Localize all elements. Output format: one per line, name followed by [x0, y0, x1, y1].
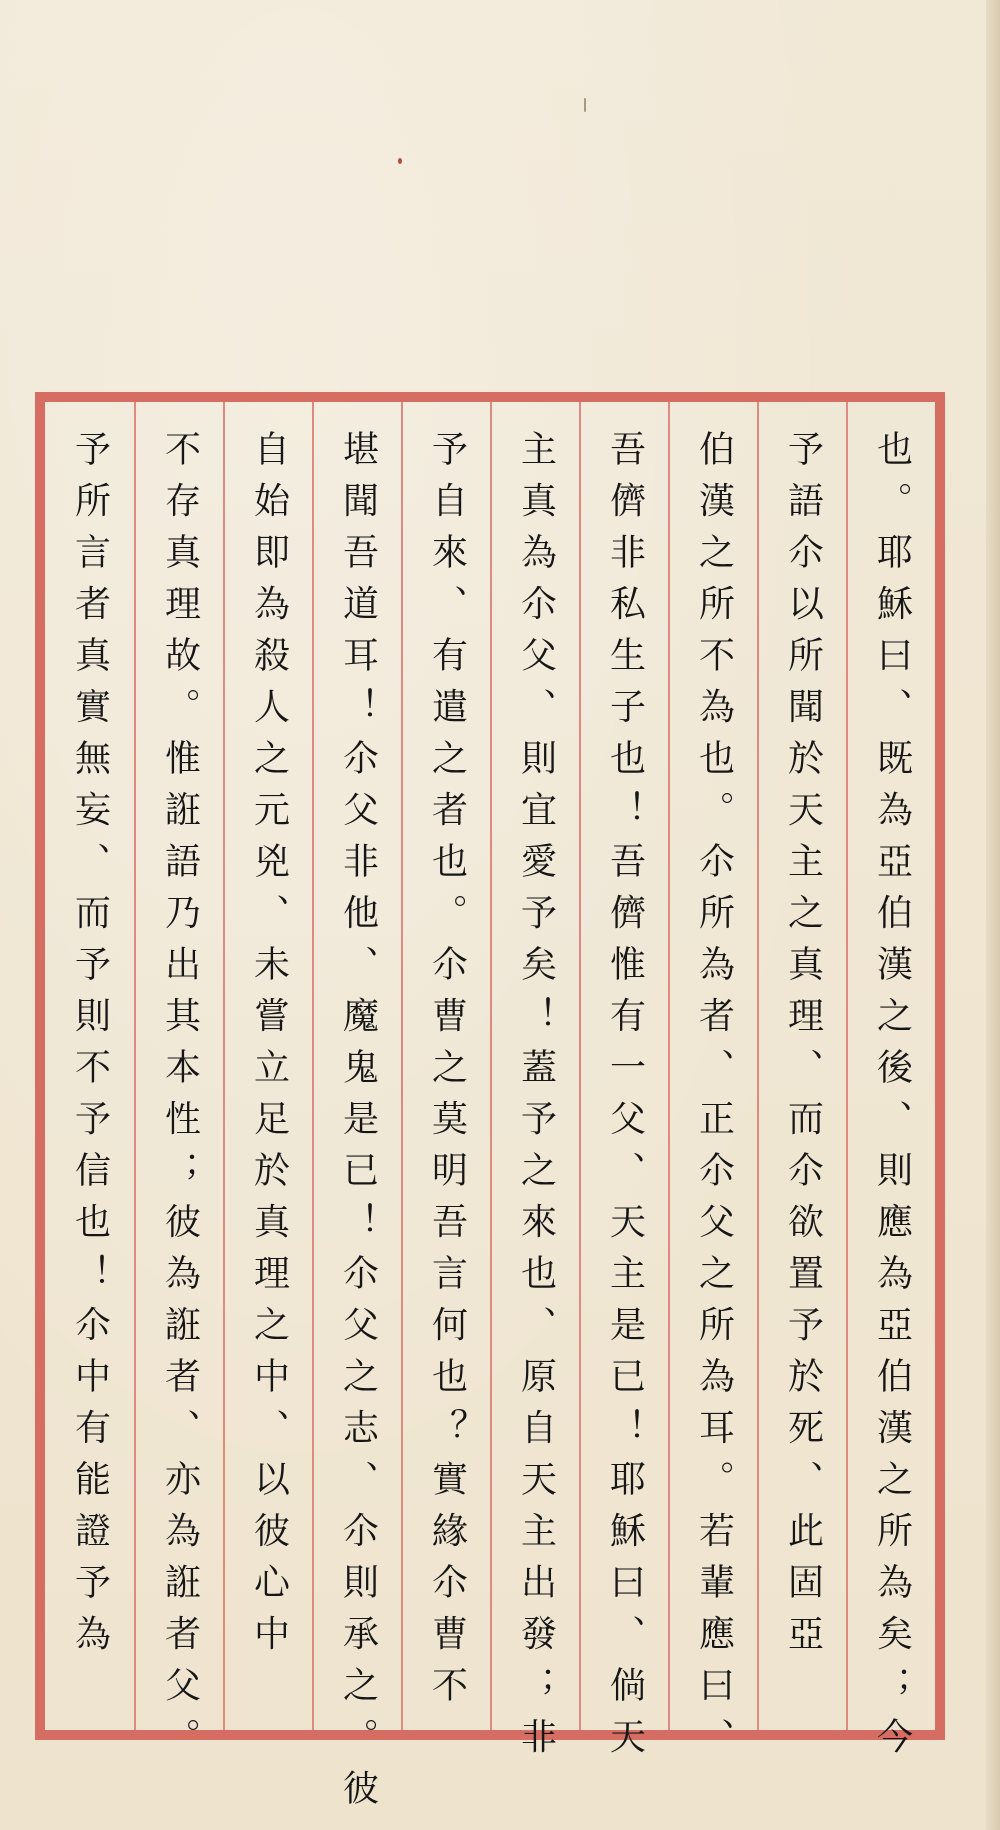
column-text: 也。耶穌曰、既為亞伯漢之後、則應為亞伯漢之所為矣；今	[871, 430, 913, 1769]
column-text: 堪聞吾道耳！尒父非他、魔鬼是已！尒父之志、尒則承之。彼	[337, 430, 379, 1821]
text-column	[223, 402, 312, 1730]
text-column	[45, 402, 134, 1730]
text-column	[490, 402, 579, 1769]
text-column	[846, 402, 935, 1769]
column-text: 予自來、有遣之者也。尒曹之莫明吾言何也？實緣尒曹不	[426, 430, 468, 1718]
column-text: 伯漢之所不為也。尒所為者、正尒父之所為耳。若輩應曰、	[693, 430, 735, 1769]
column-text: 自始即為殺人之元兇、未嘗立足於真理之中、以彼心中	[248, 430, 290, 1666]
column-text: 不存真理故。惟誑語乃出其本性；彼為誑者、亦為誑者父。	[159, 430, 201, 1769]
column-text: 予語尒以所聞於天主之真理、而尒欲置予於死、此固亞	[782, 430, 824, 1666]
text-column	[757, 402, 846, 1730]
text-frame	[35, 392, 945, 1821]
text-column	[668, 402, 757, 1769]
paper-speck	[398, 158, 402, 164]
text-column	[312, 402, 401, 1821]
text-column	[134, 402, 223, 1769]
column-text: 予所言者真實無妄、而予則不予信也！尒中有能證予為	[69, 430, 111, 1666]
column-text: 吾儕非私生子也！吾儕惟有一父、天主是已！耶穌曰、倘天	[604, 430, 646, 1769]
paper-speck	[584, 98, 586, 112]
text-column	[401, 402, 490, 1730]
column-text: 主真為尒父、則宜愛予矣！蓋予之來也、原自天主出發；非	[515, 430, 557, 1769]
page-edge	[986, 0, 1000, 1830]
text-column	[579, 402, 668, 1769]
